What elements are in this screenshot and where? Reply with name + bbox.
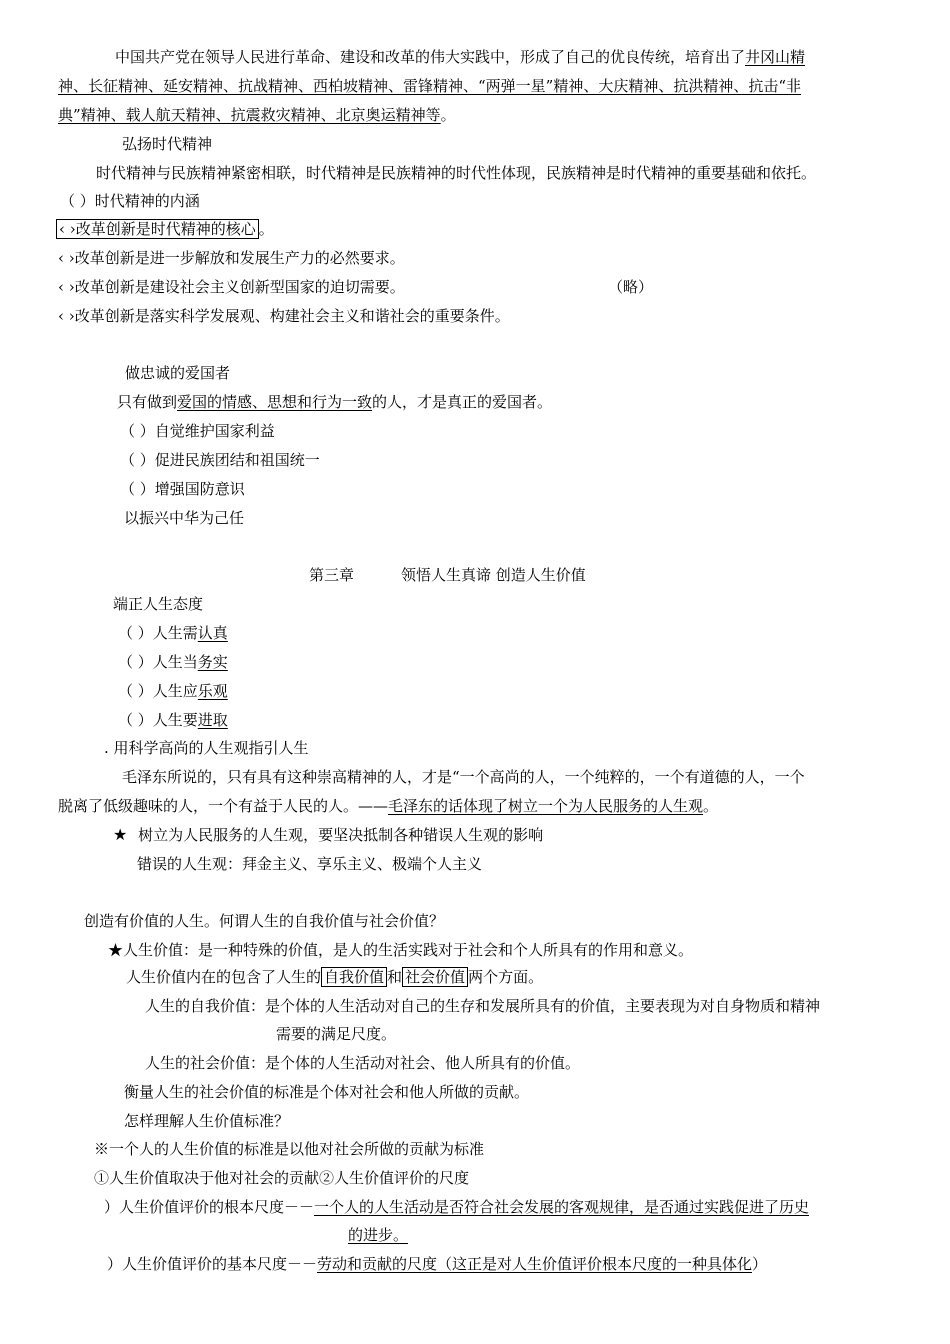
self-value-line1: 人生的自我价值：是个体的人生活动对自己的生存和发展所具有的价值，主要表现为对自身物质和精神 bbox=[145, 997, 821, 1015]
value-standard: ※一个人的人生价值的标准是以他对社会所做的贡献为标准 bbox=[94, 1140, 485, 1158]
patriot-item-2: （ ）促进民族团结和祖国统一 bbox=[120, 451, 320, 469]
attitude-item-3 bbox=[118, 681, 228, 701]
outlook-title: . 用科学高尚的人生观指引人生 bbox=[104, 739, 309, 757]
text: 两个方面。 bbox=[468, 968, 544, 986]
boxed-text: 社会价值 bbox=[402, 967, 468, 987]
para-intro-line3 bbox=[58, 105, 456, 125]
text: 树立为人民服务的人生观，要坚决抵制各种错误人生观的影响 bbox=[138, 826, 544, 844]
underlined-text: 认真 bbox=[197, 624, 228, 642]
text: 和 bbox=[387, 968, 403, 986]
underlined-text: 典”精神、载人航天精神、抗震救灾精神、北京奥运精神等 bbox=[58, 106, 441, 124]
text: （ ）人生应 bbox=[118, 682, 198, 700]
attitude-item-2 bbox=[118, 652, 228, 672]
text: 脱离了低级趣味的人，一个有益于人民的人。—— bbox=[58, 797, 389, 815]
boxed-text: 自我价值 bbox=[321, 967, 387, 987]
boxed-text: ‹ ›改革创新是时代精神的核心 bbox=[56, 219, 259, 239]
self-value-line2: 需要的满足尺度。 bbox=[276, 1025, 397, 1043]
social-value: 人生的社会价值：是个体的人生活动对社会、他人所具有的价值。 bbox=[145, 1054, 581, 1072]
para-intro-line1 bbox=[115, 47, 805, 67]
text: 中国共产党在领导人民进行革命、建设和改革的伟大实践中，形成了自己的优良传统，培育出了 bbox=[115, 48, 746, 66]
text: （ ）人生要 bbox=[118, 711, 198, 729]
spirit-connotation: （ ）时代精神的内涵 bbox=[60, 192, 200, 210]
root-scale-line1 bbox=[104, 1197, 809, 1217]
underlined-text: 劳动和贡献的尺度（这正是对人生价值评价根本尺度的一种具体化 bbox=[317, 1255, 753, 1273]
mao-quote-line1: 毛泽东所说的，只有具有这种崇高精神的人，才是“一个高尚的人，一个纯粹的，一个有道德的人，一个 bbox=[122, 768, 805, 786]
star-icon: ★ bbox=[113, 825, 128, 844]
para-intro-line2: 神、长征精神、延安精神、抗战精神、西柏坡精神、雷锋精神、“两弹一星”精神、大庆精神、抗洪精神、抗击“非 bbox=[58, 77, 802, 95]
reform-item-3: ‹ ›改革创新是建设社会主义创新型国家的迫切需要。 bbox=[58, 278, 405, 296]
reform-item-4: ‹ ›改革创新是落实科学发展观、构建社会主义和谐社会的重要条件。 bbox=[58, 307, 510, 325]
text: （ ）人生需 bbox=[118, 624, 198, 642]
mao-quote-line2 bbox=[58, 796, 718, 816]
patriot-item-4: 以振兴中华为己任 bbox=[124, 509, 245, 527]
underlined-text: 井冈山精 bbox=[745, 48, 806, 66]
underlined-text: 一个人的人生活动是否符合社会发展的客观规律，是否通过实践促进了历史 bbox=[314, 1198, 810, 1216]
text: 的人，才是真正的爱国者。 bbox=[372, 393, 553, 411]
text: ）人生价值评价的根本尺度－－ bbox=[104, 1198, 315, 1216]
reform-note: （略） bbox=[608, 278, 654, 296]
patriot-line bbox=[117, 392, 552, 412]
underlined-text: 进取 bbox=[197, 711, 228, 729]
text: ） bbox=[752, 1255, 768, 1273]
value-standard-2: ①人生价值取决于他对社会的贡献②人生价值评价的尺度 bbox=[94, 1169, 470, 1187]
attitude-item-4 bbox=[118, 710, 228, 730]
underlined-text: 毛泽东的话体现了树立一个为人民服务的人生观 bbox=[388, 797, 704, 815]
text: 。 bbox=[258, 220, 274, 238]
text: 。 bbox=[703, 797, 719, 815]
text: ）人生价值评价的基本尺度－－ bbox=[107, 1255, 318, 1273]
attitude-item-1 bbox=[118, 623, 228, 643]
value-inner bbox=[126, 967, 543, 987]
patriot-item-3: （ ）增强国防意识 bbox=[120, 480, 245, 498]
reform-item-2: ‹ ›改革创新是进一步解放和发展生产力的必然要求。 bbox=[58, 249, 405, 267]
text: 。 bbox=[440, 106, 456, 124]
underlined-text: 务实 bbox=[197, 653, 228, 671]
spirit-text: 时代精神与民族精神紧密相联，时代精神是民族精神的时代性体现，民族精神是时代精神的重要基础和依托。 bbox=[96, 164, 817, 182]
reform-item-1 bbox=[56, 219, 274, 239]
value-definition: ★人生价值：是一种特殊的价值，是人的生活实践对于社会和个人所具有的作用和意义。 bbox=[108, 941, 694, 959]
root-scale-line2: 的进步。 bbox=[348, 1226, 409, 1244]
patriot-item-1: （ ）自觉维护国家利益 bbox=[120, 422, 275, 440]
heading-spirit: 弘扬时代精神 bbox=[122, 135, 213, 153]
chapter-title: 领悟人生真谛 创造人生价值 bbox=[401, 566, 586, 584]
value-measure: 衡量人生的社会价值的标准是个体对社会和他人所做的贡献。 bbox=[124, 1083, 530, 1101]
text: 人生价值内在的包含了人生的 bbox=[126, 968, 322, 986]
basic-scale-line bbox=[107, 1254, 767, 1274]
chapter-number: 第三章 bbox=[309, 566, 355, 584]
patriot-title: 做忠诚的爱国者 bbox=[125, 364, 231, 382]
underlined-text: 乐观 bbox=[197, 682, 228, 700]
attitude-title: 端正人生态度 bbox=[113, 595, 204, 613]
outlook-star-line bbox=[113, 825, 543, 845]
text: （ ）人生当 bbox=[118, 653, 198, 671]
wrong-outlook: 错误的人生观：拜金主义、享乐主义、极端个人主义 bbox=[137, 855, 483, 873]
text: 只有做到 bbox=[117, 393, 178, 411]
value-how: 怎样理解人生价值标准？ bbox=[124, 1112, 290, 1130]
value-question: 创造有价值的人生。何谓人生的自我价值与社会价值？ bbox=[84, 912, 445, 930]
underlined-text: 爱国的情感、思想和行为一致 bbox=[177, 393, 373, 411]
